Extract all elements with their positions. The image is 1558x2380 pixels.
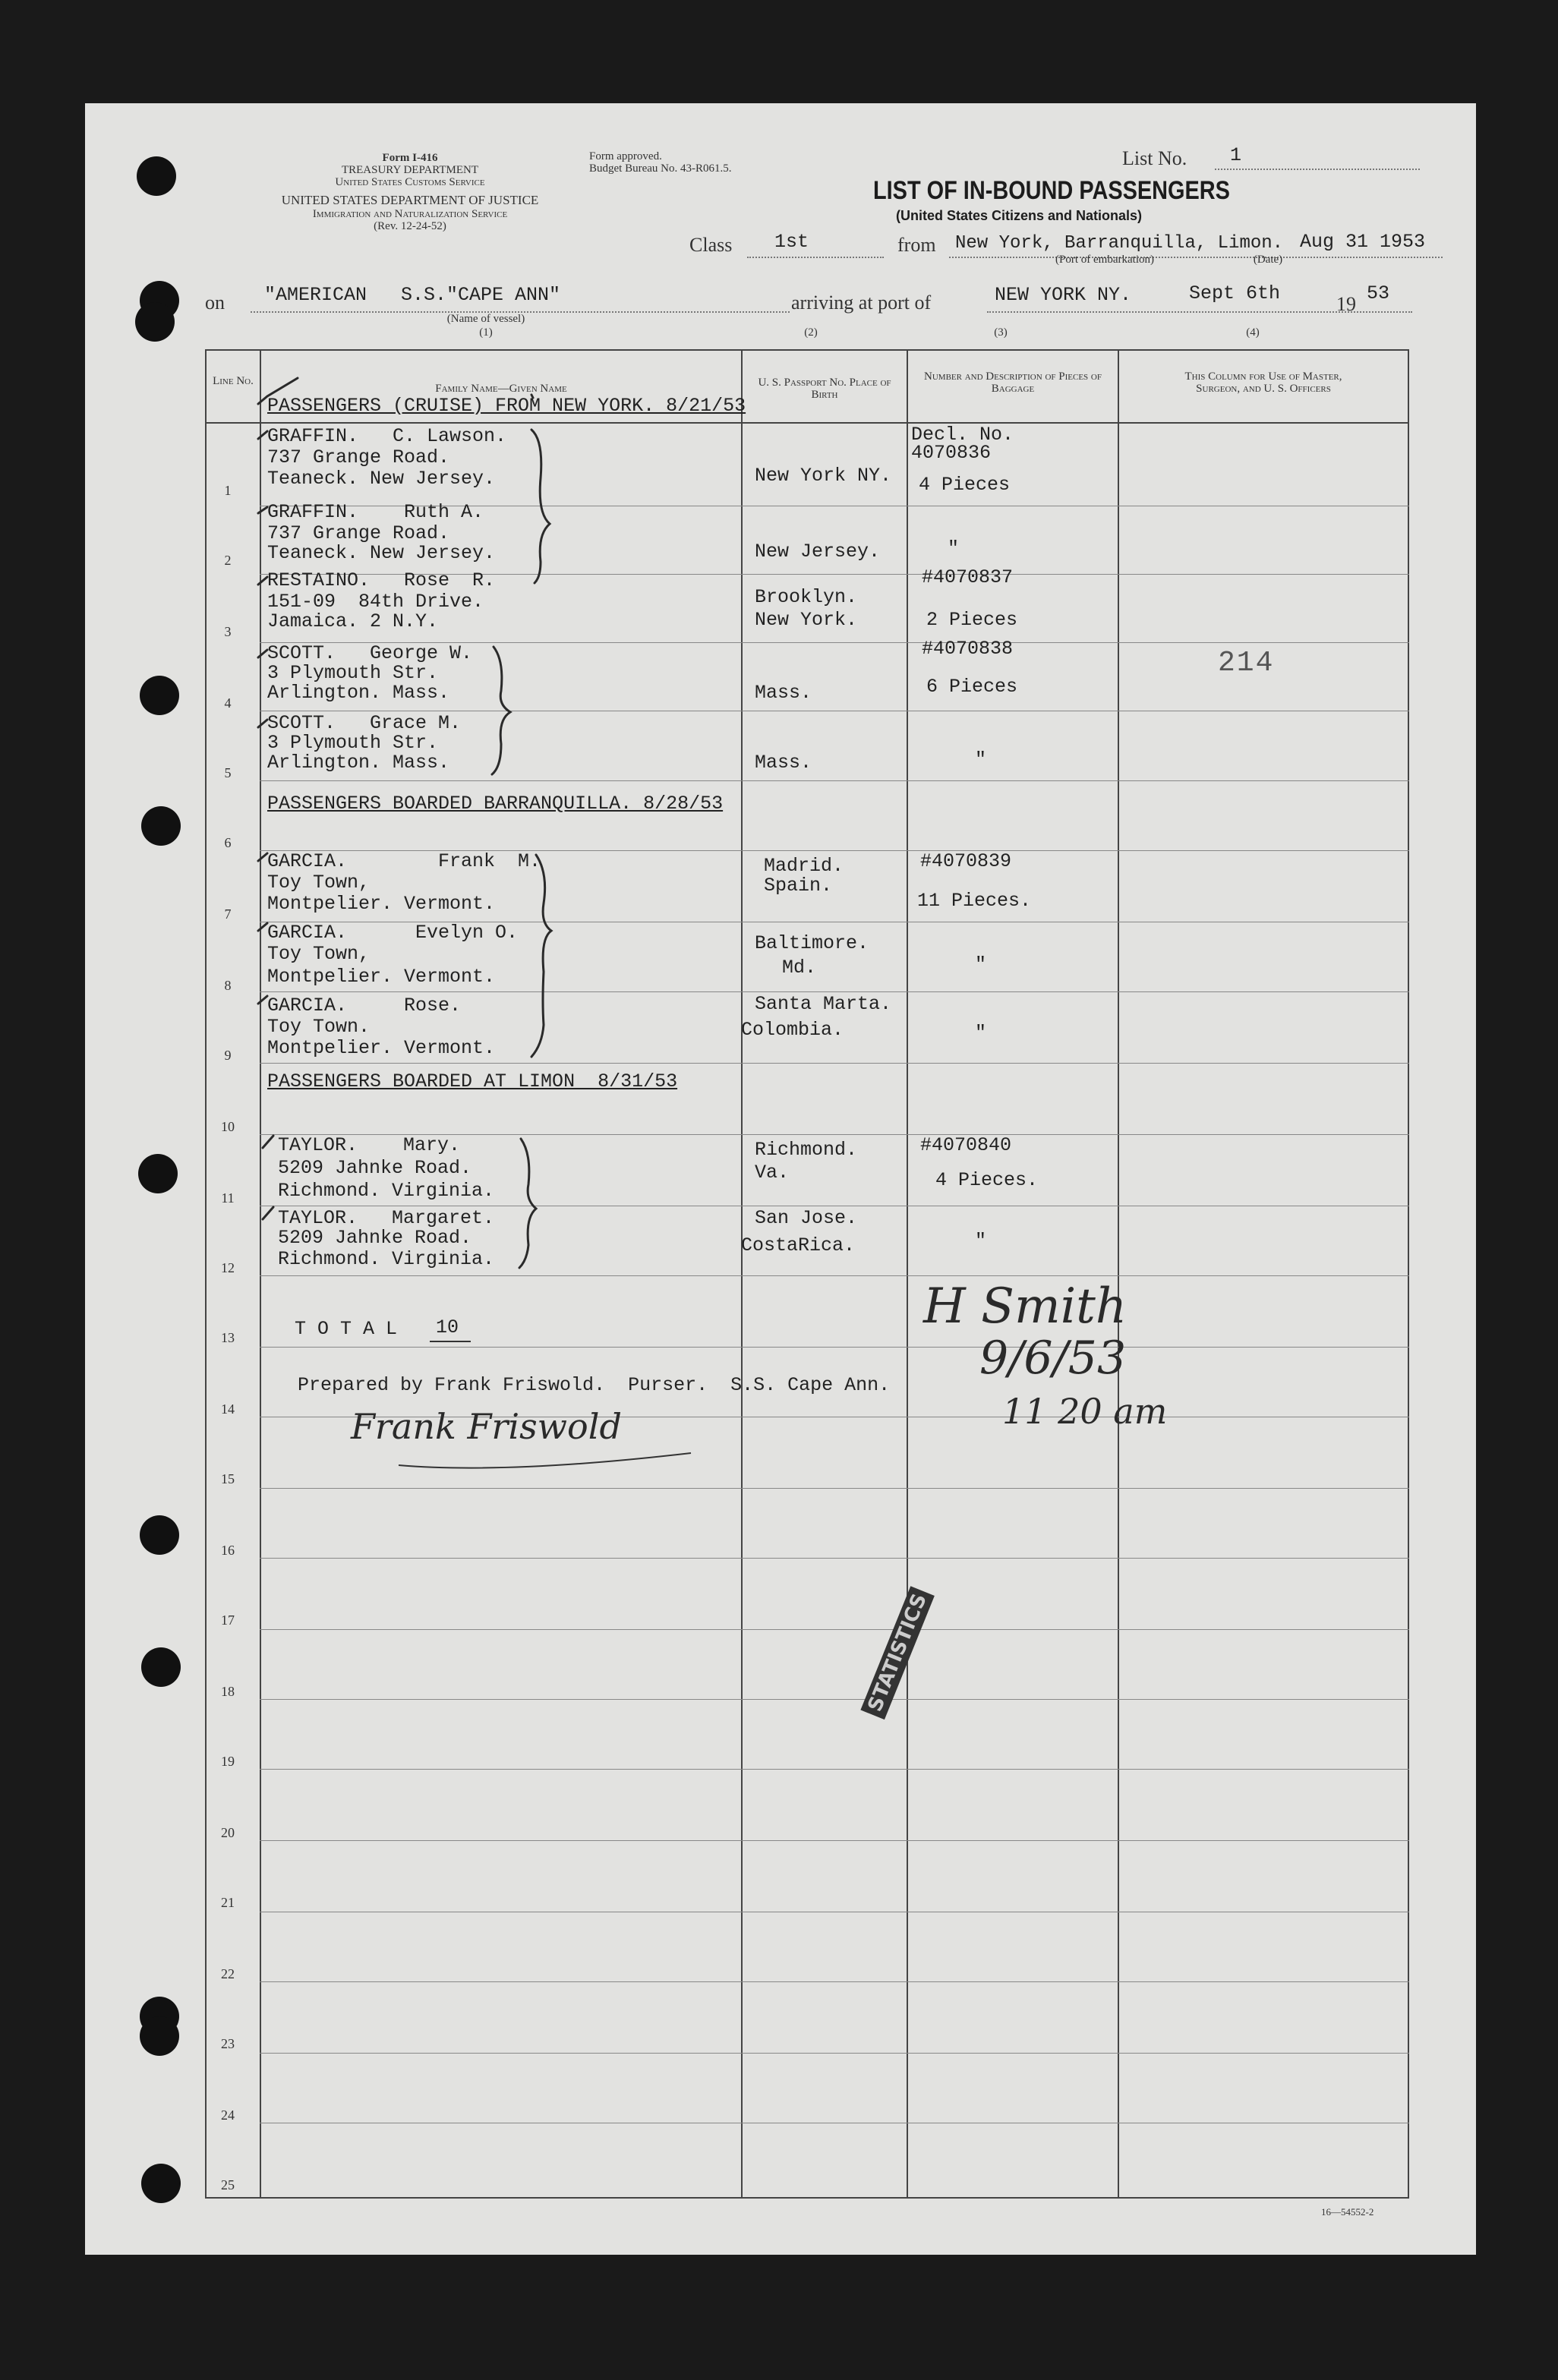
passenger-birthplace: Mass. [755,752,812,774]
budget-bureau: Budget Bureau No. 43-R061.5. [589,162,732,175]
statistics-stamp: STATISTICS [860,1586,935,1720]
inspector-date: 9/6/53 [979,1332,1127,1385]
passenger-name: TAYLOR. Mary. [278,1134,461,1156]
line-number: 12 [221,1260,235,1275]
baggage-decl-no: #4070838 [922,638,1014,660]
check-mark [258,577,267,585]
passenger-birthplace-2: New York. [755,609,858,631]
page-title: LIST OF IN-BOUND PASSENGERS [873,176,1230,205]
line-number: 11 [221,1190,235,1206]
baggage-ditto: " [975,1022,987,1044]
line-number: 16 [221,1543,235,1558]
baggage-decl-no: 4070836 [911,442,992,464]
passenger-birthplace: Brooklyn. [755,586,858,608]
brace [531,430,550,583]
list-no-label: List No. [1122,147,1187,169]
line-number: 17 [221,1612,235,1628]
check-mark [258,431,267,439]
total-value: 10 [436,1316,459,1338]
line-number: 2 [224,553,232,568]
col-header-passport: U. S. Passport No. Place of Birth [758,377,891,401]
baggage-ditto: " [975,1230,987,1252]
section-cruise: PASSENGERS (CRUISE) FROM NEW YORK. 8/21/53 [267,395,746,417]
port-caption: (Port of embarkation) [1055,254,1154,266]
passenger-city: Montpelier. Vermont. [267,893,496,915]
arrival-port: NEW YORK NY. [995,284,1132,306]
baggage-pieces: 2 Pieces [926,609,1018,631]
passenger-birthplace: Baltimore. [755,932,869,954]
arrival-year-prefix: 19 [1336,293,1356,315]
passenger-city: Montpelier. Vermont. [267,966,496,988]
passenger-address: 737 Grange Road. [267,522,450,544]
line-number: 25 [221,2177,235,2192]
line-number: 14 [221,1401,235,1417]
passenger-birthplace: San Jose. [755,1207,858,1229]
form-number: Form I-416 [382,152,438,164]
passenger-name: GRAFFIN. C. Lawson. [267,425,507,447]
passenger-name: SCOTT. Grace M. [267,712,462,734]
col-header-name: Family Name—Given Name [435,383,567,395]
baggage-ditto: " [975,954,987,976]
justice-dept: UNITED STATES DEPARTMENT OF JUSTICE [281,193,539,207]
on-label: on [205,292,225,314]
treasury-dept: TREASURY DEPARTMENT [341,164,479,176]
brace [492,647,510,774]
passenger-name: GARCIA. Frank M. [267,850,541,872]
passenger-birthplace: Richmond. [755,1139,858,1161]
line-number: 13 [221,1330,235,1345]
line-number: 20 [221,1825,235,1840]
brace [519,1139,536,1268]
officer-note: 214 [1218,647,1275,679]
check-mark [258,720,267,727]
form-approved: Form approved. [589,150,662,162]
passenger-address: 5209 Jahnke Road. [278,1227,472,1249]
passenger-birthplace-2: Va. [755,1162,790,1184]
footer-code: 16—54552-2 [1321,2206,1374,2218]
arriving-label: arriving at port of [791,292,932,314]
passenger-city: Richmond. Virginia. [278,1248,495,1270]
col3-number: (3) [994,326,1008,339]
bleed-through-text [471,1571,1078,1799]
inspector-signature: H Smith [923,1278,1128,1335]
line-number: 15 [221,1471,235,1486]
passenger-birthplace: New York NY. [755,465,892,487]
check-mark [258,996,267,1004]
passenger-birthplace: New Jersey. [755,541,881,563]
line-number: 9 [224,1048,232,1063]
prepared-by: Prepared by Frank Friswold. Purser. S.S. Cape Ann. [298,1374,891,1396]
passenger-city: Jamaica. 2 N.Y. [267,610,439,632]
passenger-birthplace: Mass. [755,682,812,704]
line-number: 21 [221,1895,235,1910]
total-label: T O T A L [295,1318,398,1340]
passenger-city: Teaneck. New Jersey. [267,468,496,490]
passenger-city: Arlington. Mass. [267,752,450,774]
baggage-pieces: 4 Pieces [919,474,1011,496]
passenger-name: RESTAINO. Rose R. [267,569,496,591]
check-mark [258,853,267,861]
line-number: 22 [221,1966,235,1981]
passenger-birthplace: Madrid. [764,855,844,877]
baggage-decl-no: #4070837 [922,566,1014,588]
passenger-name: TAYLOR. Margaret. [278,1207,495,1229]
check-mark [258,650,267,657]
line-number: 24 [221,2107,235,2123]
line-number: 23 [221,2036,235,2051]
line-number: 10 [221,1119,235,1134]
page-subtitle: (United States Citizens and Nationals) [896,208,1143,223]
passenger-address: 3 Plymouth Str. [267,662,439,684]
brace [531,855,551,1057]
baggage-decl-no: #4070839 [920,850,1012,872]
col-header-officers: This Column for Use of Master, Surgeon, and U. S. Officers [1184,370,1342,395]
passenger-city: Arlington. Mass. [267,682,450,704]
vessel-caption: (Name of vessel) [446,313,525,325]
class-label: Class [689,234,733,256]
col-header-line-no: Line No. [213,375,254,387]
passenger-address: Toy Town, [267,943,371,965]
inspector-time: 11 20 am [1002,1391,1168,1432]
baggage-pieces: 11 Pieces. [917,890,1032,912]
date-caption: (Date) [1253,254,1283,266]
list-no-value: 1 [1230,144,1242,166]
baggage-pieces: 6 Pieces [926,676,1018,698]
baggage-pieces: 4 Pieces. [935,1169,1039,1191]
baggage-ditto: " [948,537,960,560]
passenger-address: 3 Plymouth Str. [267,732,439,754]
passenger-name: GARCIA. Rose. [267,995,462,1017]
col1-number: (1) [479,326,493,339]
line-number: 6 [224,835,232,850]
passenger-name: GARCIA. Evelyn O. [267,922,519,944]
passenger-birthplace: Santa Marta. [755,993,892,1015]
line-number: 18 [221,1684,235,1699]
check-mark [258,923,267,931]
passenger-name: SCOTT. George W. [267,642,473,664]
revision: (Rev. 12-24-52) [374,220,446,232]
passenger-name: GRAFFIN. Ruth A. [267,501,484,523]
passenger-address: Toy Town. [267,1016,371,1038]
passenger-birthplace-2: Colombia. [741,1019,844,1041]
section-limon: PASSENGERS BOARDED AT LIMON 8/31/53 [267,1070,678,1092]
line-number: 19 [221,1754,235,1769]
col2-number: (2) [804,326,818,339]
line-number: 1 [224,483,232,498]
check-mark [263,1136,273,1148]
embarkation-date: Aug 31 1953 [1300,231,1426,253]
passenger-address: 5209 Jahnke Road. [278,1157,472,1179]
line-number: 8 [224,978,232,993]
signature-underline [395,1442,699,1473]
line-number: 5 [224,765,232,780]
col-header-baggage: Number and Description of Pieces of Baggage [924,370,1102,395]
arrival-year-suffix: 53 [1367,282,1390,304]
passenger-address: 151-09 84th Drive. [267,591,484,613]
passenger-birthplace-2: CostaRica. [741,1234,856,1256]
section-barranquilla: PASSENGERS BOARDED BARRANQUILLA. 8/28/53 [267,793,724,815]
arrival-date: Sept 6th [1189,282,1281,304]
line-number: 7 [224,906,232,922]
check-mark [258,378,298,404]
check-mark [258,507,267,513]
passenger-city: Montpelier. Vermont. [267,1037,496,1059]
from-label: from [897,234,936,256]
line-number: 4 [224,695,232,711]
vessel-name: "AMERICAN S.S."CAPE ANN" [264,284,561,306]
line-number: 3 [224,624,232,639]
check-mark [263,1207,273,1219]
baggage-decl-label: Decl. No. [911,424,1014,446]
col4-number: (4) [1246,326,1260,339]
customs-service: United States Customs Service [335,176,485,188]
ins-service: Immigration and Naturalization Service [312,208,508,220]
passenger-city: Teaneck. New Jersey. [267,542,496,564]
purser-signature: Frank Friswold [351,1406,622,1447]
class-value: 1st [774,231,809,253]
baggage-ditto: " [975,749,987,771]
passenger-address: Toy Town, [267,872,371,894]
baggage-decl-no: #4070840 [920,1134,1012,1156]
passenger-birthplace-2: Spain. [764,875,833,897]
brace [531,395,533,398]
passenger-birthplace-2: Md. [782,957,817,979]
passenger-city: Richmond. Virginia. [278,1180,495,1202]
passenger-address: 737 Grange Road. [267,446,450,468]
embarkation-ports: New York, Barranquilla, Limon. [955,233,1284,254]
